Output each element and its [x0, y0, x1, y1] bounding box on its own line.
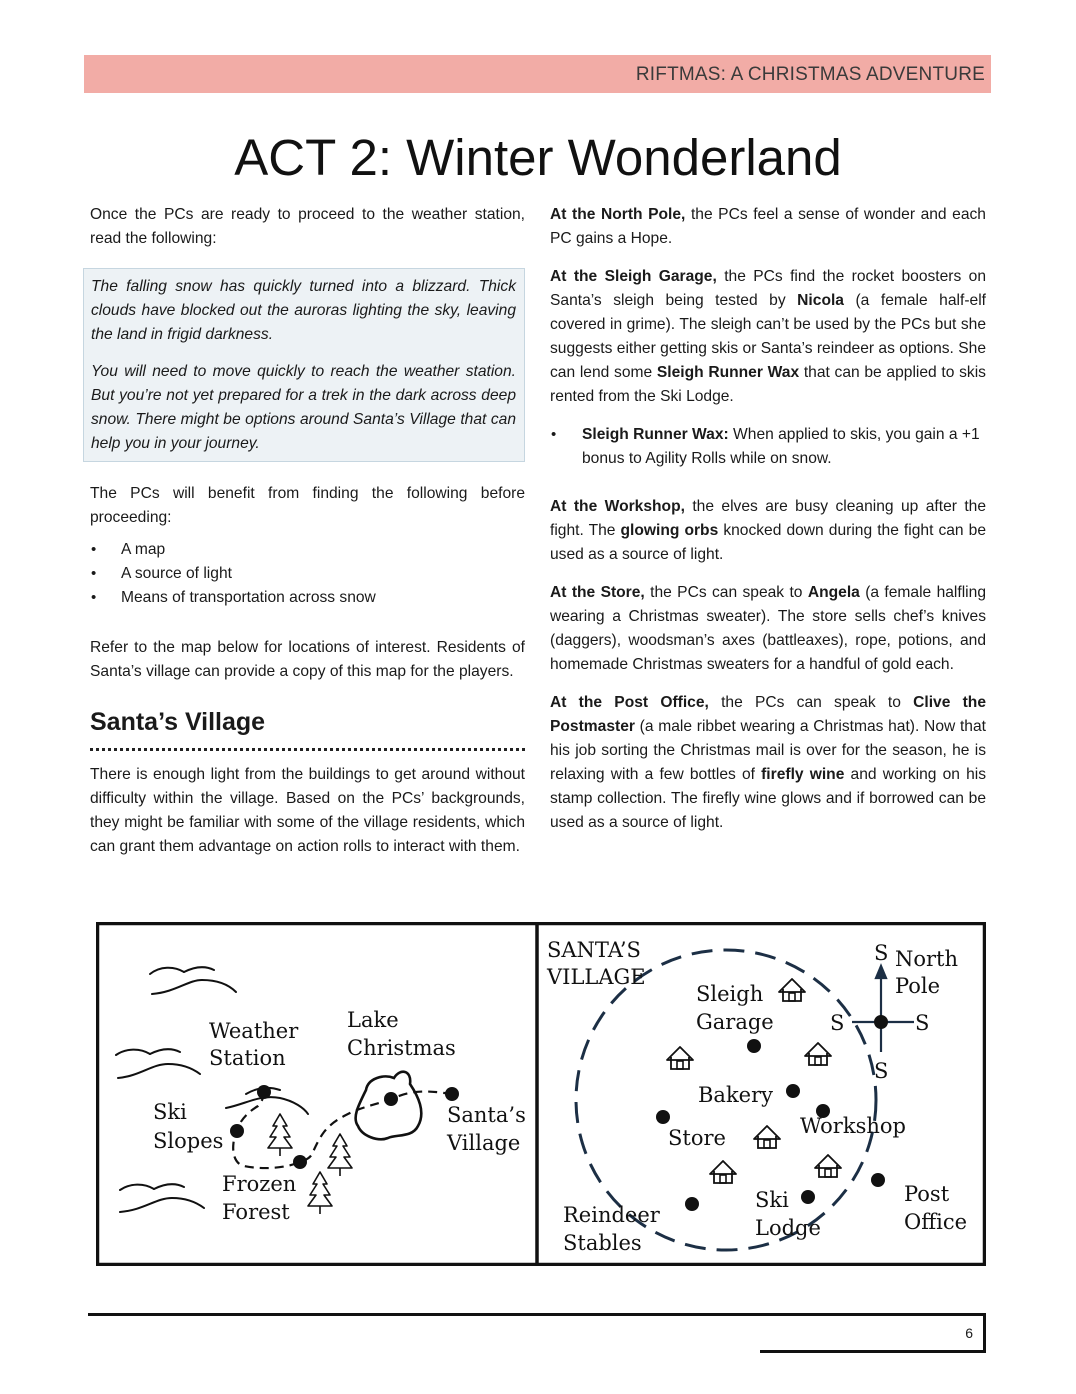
house-icon [779, 979, 805, 1001]
list-item: • A source of light [90, 562, 525, 586]
map-location-dot [685, 1197, 699, 1211]
map-label-lake-christmas: Lake [347, 1008, 399, 1032]
compass-label: S [874, 941, 889, 965]
map-label-lake-christmas: Christmas [347, 1036, 456, 1060]
map-location-dot [801, 1190, 815, 1204]
map-label-santas-village: Village [447, 1131, 521, 1155]
map-label-north-pole: Pole [895, 974, 941, 998]
north-pole-dot [874, 1015, 888, 1029]
running-header: RIFTMAS: A CHRISTMAS ADVENTURE [635, 64, 985, 85]
map-svg [96, 922, 986, 1266]
map-location-dot [786, 1084, 800, 1098]
wind-swirl-icon [120, 1184, 204, 1212]
lead: At the Sleigh Garage, [550, 268, 717, 285]
map-label-ski-slopes: Ski [153, 1100, 187, 1124]
needed-items-list [90, 538, 525, 610]
village-map [96, 922, 986, 1266]
store-paragraph: At the Store, the PCs can speak to Angela (a female halfling wearing a Christmas sweater). The store sells chef’s knives (daggers), woodsman’s axes (battleaxes), rope, potions, and homemade Christmas sweaters for a handful of gold each. [550, 584, 986, 673]
map-location-dot [293, 1155, 307, 1169]
map-label-frozen-forest: Frozen [222, 1172, 297, 1196]
house-icon [805, 1043, 831, 1065]
map-label-weather-station: Weather [209, 1019, 299, 1043]
right-column [550, 203, 986, 849]
list-item: • Sleigh Runner Wax: When applied to skis, you gain a +1 bonus to Agility Rolls while on snow. [550, 423, 986, 471]
lead: At the Workshop, [550, 498, 685, 515]
map-label-bakery: Bakery [698, 1083, 774, 1107]
left-column [90, 203, 525, 873]
north-pole-paragraph: At the North Pole, the PCs feel a sense of wonder and each PC gains a Hope. [550, 206, 986, 247]
map-label-reindeer-stables: Stables [563, 1231, 642, 1255]
page-title: ACT 2: Winter Wonderland [234, 129, 842, 186]
map-location-dot [656, 1110, 670, 1124]
intro-paragraph: Once the PCs are ready to proceed to the weather station, read the following: [90, 206, 525, 247]
sleigh-garage-paragraph: At the Sleigh Garage, the PCs find the rocket boosters on Santa’s sleigh being tested by Nicola (a female half-elf covered in grime). The sleigh can’t be used by the PCs but she suggests either getting skis or Santa’s reindeer as options. She can lend some Sleigh Runner Wax that can be applied to skis rented from the Ski Lodge. [550, 268, 986, 405]
house-icon [710, 1161, 736, 1183]
map-label-ski-lodge: Ski [755, 1188, 789, 1212]
wind-swirl-icon [116, 1049, 200, 1078]
map-label-sleigh-garage: Garage [696, 1010, 774, 1034]
post-office-paragraph: At the Post Office, the PCs can speak to Clive the Postmaster (a male ribbet wearing a Christmas hat). Now that his job sorting the Christmas mail is over for the season, he is relaxing with a few bottles of firefly wine and working on his stamp collection. The firefly wine glows and if borrowed can be used as a source of light. [550, 694, 986, 831]
wind-swirl-icon [150, 967, 236, 994]
read-aloud-paragraph: The falling snow has quickly turned into a blizzard. Thick clouds have blocked out the auroras lighting the sky, leaving the land in frigid darkness. [91, 278, 516, 343]
village-paragraph: There is enough light from the buildings to get around without difficulty within the village. Based on the PCs’ backgrounds, they might be familiar with some of the village residents, which can grant them advantage on action rolls to interact with them. [90, 766, 525, 855]
compass-label: S [874, 1059, 889, 1083]
map-label-north-pole: North [895, 947, 959, 971]
list-item: • A map [90, 538, 525, 562]
benefit-paragraph: The PCs will benefit from finding the following before proceeding: [90, 485, 525, 526]
map-location-dot [747, 1039, 761, 1053]
map-label-post-office: Office [904, 1210, 968, 1234]
map-location-dot [257, 1085, 271, 1099]
page-number: 6 [965, 1325, 973, 1341]
lead: At the Store, [550, 584, 645, 601]
house-icon [667, 1047, 693, 1069]
map-label-frozen-forest: Forest [222, 1200, 290, 1224]
house-icon [815, 1155, 841, 1177]
tree-icon [308, 1172, 332, 1214]
lead: At the Post Office, [550, 694, 709, 711]
workshop-paragraph: At the Workshop, the elves are busy cleaning up after the fight. The glowing orbs knocked down during the fight can be used as a source of light. [550, 498, 987, 563]
map-label-workshop: Workshop [800, 1114, 906, 1138]
lead: At the North Pole, [550, 206, 686, 223]
map-location-dot [445, 1087, 459, 1101]
compass-label: S [915, 1011, 930, 1035]
map-label-ski-slopes: Slopes [153, 1129, 224, 1153]
header-bar [84, 55, 991, 93]
map-label-ski-lodge: Lodge [755, 1216, 821, 1240]
map-label-store: Store [668, 1126, 726, 1150]
map-location-dot [230, 1124, 244, 1138]
dotted-divider [90, 748, 525, 751]
map-label-sleigh-garage: Sleigh [696, 982, 764, 1006]
map-location-dot [384, 1092, 398, 1106]
wax-list [550, 423, 986, 471]
map-location-dot [871, 1173, 885, 1187]
map-label-weather-station: Station [209, 1046, 286, 1070]
map-label-post-office: Post [904, 1182, 950, 1206]
page-number-box [760, 1313, 986, 1353]
section-heading-santas-village: Santa’s Village [90, 708, 266, 736]
map-label-reindeer-stables: Reindeer [563, 1203, 660, 1227]
refer-paragraph: Refer to the map below for locations of interest. Residents of Santa’s village can provide a copy of this map for the players. [90, 639, 525, 680]
read-aloud-paragraph: You will need to move quickly to reach the weather station. But you’re not yet prepared for a trek in the dark across deep snow. There might be options around Santa’s Village that can help you in your journey. [91, 363, 516, 452]
tree-icon [268, 1114, 292, 1156]
map-title: SANTA’S [547, 938, 641, 962]
read-aloud-box [83, 268, 525, 462]
house-icon [754, 1126, 780, 1148]
tree-icon [328, 1134, 352, 1176]
compass-label: S [830, 1011, 845, 1035]
map-title: VILLAGE [547, 965, 646, 989]
list-item: • Means of transportation across snow [90, 586, 525, 610]
map-label-santas-village: Santa’s [447, 1103, 526, 1127]
